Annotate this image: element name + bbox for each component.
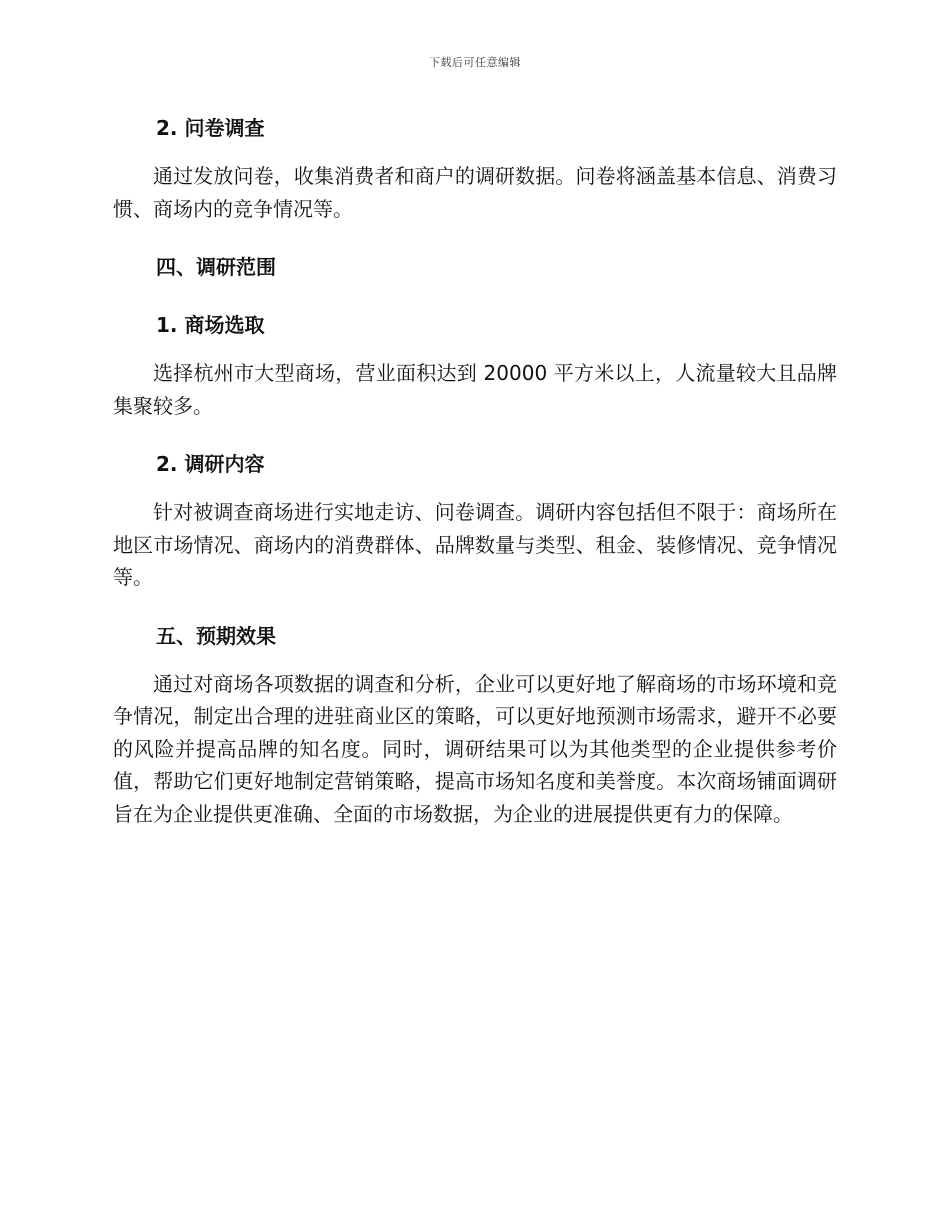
paragraph-expected-effect: 通过对商场各项数据的调查和分析，企业可以更好地了解商场的市场环境和竞争情况，制定出合理的进驻商业区的策略，可以更好地预测市场需求，避开不必要的风险并提高品牌的知名度。同时，调研结果可以为其他类型的企业提供参考价值，帮助它们更好地制定营销策略，提高市场知名度和美誉度。本次商场铺面调研旨在为企业提供更准确、全面的市场数据，为企业的进展提供更有力的保障。 xyxy=(113,671,837,826)
page-header: 下载后可任意编辑 xyxy=(429,56,521,69)
section-heading-expected-effect: 五、预期效果 xyxy=(156,623,276,648)
paragraph-questionnaire: 通过发放问卷，收集消费者和商户的调研数据。问卷将涵盖基本信息、消费习惯、商场内的竞争情况等。 xyxy=(113,164,837,221)
section-heading-research-content: 2. 调研内容 xyxy=(156,452,265,476)
paragraph-mall-selection: 选择杭州市大型商场，营业面积达到 20000 平方米以上，人流量较大且品牌集聚较多。 xyxy=(113,361,837,418)
section-heading-questionnaire: 2. 问卷调查 xyxy=(156,116,265,140)
paragraph-research-content: 针对被调查商场进行实地走访、问卷调查。调研内容包括但不限于：商场所在地区市场情况、商场内的消费群体、品牌数量与类型、租金、装修情况、竞争情况等。 xyxy=(113,500,837,589)
document-body xyxy=(113,112,837,830)
section-heading-mall-selection: 1. 商场选取 xyxy=(156,313,265,337)
section-heading-research-scope: 四、调研范围 xyxy=(156,255,276,279)
